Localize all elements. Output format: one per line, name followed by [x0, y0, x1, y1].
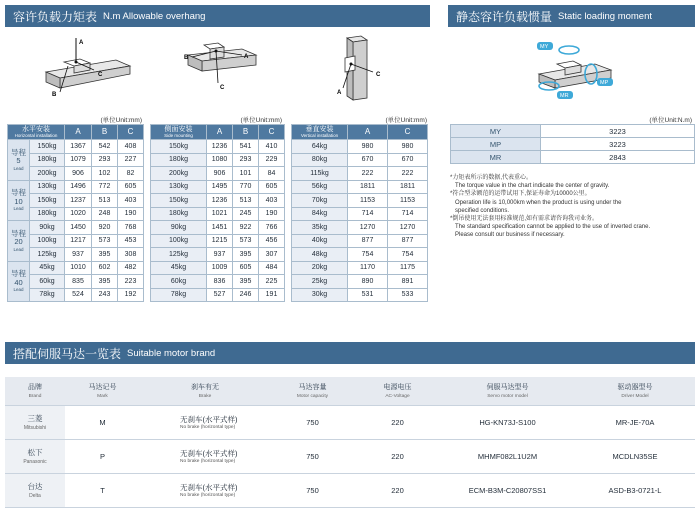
header-en: Servo motor model — [487, 394, 528, 400]
load-cell: 115kg — [292, 167, 348, 181]
load-cell: 150kg — [30, 140, 65, 154]
moment-row-mr — [451, 151, 695, 164]
header-cn: 品牌 — [28, 384, 42, 392]
lead-en: Lead — [13, 206, 24, 212]
value-cell: 890 — [348, 275, 388, 289]
label-c: C — [220, 85, 225, 91]
table-row — [151, 248, 285, 262]
value-cell: 573 — [92, 234, 118, 248]
value-cell: 836 — [207, 275, 233, 289]
table-row — [292, 180, 428, 194]
value-cell: 243 — [92, 288, 118, 302]
value-cell: 605 — [233, 261, 259, 275]
lead-num: 40 — [14, 277, 23, 287]
label-my: MY — [540, 44, 549, 50]
motor-row — [5, 439, 695, 473]
load-cell: 125kg — [30, 248, 65, 262]
header-cn: 刹车有无 — [191, 384, 219, 392]
header-en: Brake — [198, 394, 212, 400]
value-cell: 980 — [348, 140, 388, 154]
table-row — [151, 261, 285, 275]
value-cell: 293 — [233, 153, 259, 167]
value-cell: 101 — [233, 167, 259, 181]
header-cn: 马达记号 — [88, 384, 117, 392]
table-row — [151, 221, 285, 235]
value-cell: 1175 — [388, 261, 428, 275]
unit-label-horizontal: (单位Unit:mm) — [100, 117, 142, 124]
value-cell: 395 — [92, 275, 118, 289]
value-cell: 1367 — [65, 140, 92, 154]
motor-title-en: Suitable motor brand — [127, 347, 216, 359]
value-cell: 1217 — [65, 234, 92, 248]
voltage-cell: 220 — [355, 439, 440, 473]
side-install-diagram — [180, 35, 265, 95]
value-cell: 1080 — [207, 153, 233, 167]
value-cell: 229 — [259, 153, 285, 167]
value-cell: 1170 — [348, 261, 388, 275]
load-cell: 130kg — [30, 180, 65, 194]
header-cn: 电源电压 — [383, 384, 412, 392]
label-a: A — [337, 90, 342, 96]
value-cell: 922 — [233, 221, 259, 235]
load-cell: 150kg — [151, 194, 207, 208]
value-cell: 513 — [233, 194, 259, 208]
value-cell: 248 — [92, 207, 118, 221]
table-row — [292, 221, 428, 235]
value-cell: 1237 — [65, 194, 92, 208]
load-cell: 100kg — [151, 234, 207, 248]
motor-col-header — [270, 377, 355, 405]
col-header-c: C — [259, 125, 285, 140]
driver-cell: MCDLN35SE — [575, 439, 695, 473]
value-cell: 714 — [388, 207, 428, 221]
value-cell: 84 — [259, 167, 285, 181]
label-a: A — [244, 54, 249, 60]
table-row — [292, 207, 428, 221]
motor-title-cn: 搭配伺服马达一览表 — [13, 346, 122, 361]
value-cell: 714 — [348, 207, 388, 221]
static-title-en: Static loading moment — [558, 10, 653, 22]
value-cell: 937 — [207, 248, 233, 262]
label-c: C — [98, 72, 103, 78]
value-cell: 1495 — [207, 180, 233, 194]
value-cell: 533 — [388, 288, 428, 302]
load-cell: 78kg — [151, 288, 207, 302]
load-cell: 150kg — [30, 194, 65, 208]
header-en: Brand — [28, 394, 42, 400]
header-cn: 伺服马达型号 — [486, 384, 529, 392]
lead-group-label — [8, 140, 30, 181]
table-row — [292, 248, 428, 262]
value-cell: 573 — [233, 234, 259, 248]
value-cell: 754 — [388, 248, 428, 262]
value-cell: 605 — [259, 180, 285, 194]
note-line: The standard specification cannot be applied to the use of inverted crane. — [455, 224, 651, 231]
value-cell: 542 — [92, 140, 118, 154]
voltage-cell: 220 — [355, 405, 440, 439]
note-line: specified conditions. — [455, 207, 510, 214]
table-row — [292, 288, 428, 302]
brand-cn: 三菱 — [27, 414, 43, 423]
value-cell: 877 — [348, 234, 388, 248]
value-cell: 1021 — [207, 207, 233, 221]
unit-label-side: (单位Unit:mm) — [240, 117, 282, 124]
load-cell: 90kg — [151, 221, 207, 235]
brake-cn: 无刹车(水平式样) — [180, 415, 238, 424]
load-cell: 25kg — [292, 275, 348, 289]
vertical-table-title: 垂直安装 Vertical installation — [292, 125, 348, 140]
label-a: A — [79, 40, 84, 46]
value-cell: 102 — [92, 167, 118, 181]
value-cell: 227 — [118, 153, 144, 167]
header-en: Mark — [97, 394, 108, 400]
static-moment-diagram — [535, 34, 620, 99]
table-row — [151, 234, 285, 248]
table-row — [292, 167, 428, 181]
motor-table — [5, 377, 695, 508]
col-header-a: A — [348, 125, 388, 140]
lead-group-label — [8, 221, 30, 262]
voltage-cell: 220 — [355, 473, 440, 507]
value-cell: 403 — [259, 194, 285, 208]
value-cell: 245 — [233, 207, 259, 221]
lead-en: Lead — [13, 246, 24, 252]
capacity-cell: 750 — [270, 473, 355, 507]
value-cell: 225 — [259, 275, 285, 289]
lead-cn: 导程 — [11, 188, 26, 198]
value-cell: 772 — [92, 180, 118, 194]
motor-brand-header — [5, 342, 695, 364]
value-cell: 670 — [388, 153, 428, 167]
load-cell: 180kg — [151, 207, 207, 221]
value-cell: 403 — [118, 194, 144, 208]
motor-col-header — [355, 377, 440, 405]
value-cell: 1009 — [207, 261, 233, 275]
mark-cell: M — [65, 405, 140, 439]
value-cell: 527 — [207, 288, 233, 302]
table-row — [151, 140, 285, 154]
moment-label: MR — [451, 151, 541, 164]
value-cell: 1270 — [388, 221, 428, 235]
table-row — [292, 234, 428, 248]
value-cell: 906 — [207, 167, 233, 181]
value-cell: 307 — [259, 248, 285, 262]
load-cell: 100kg — [30, 234, 65, 248]
moment-value: 3223 — [541, 138, 695, 151]
load-cell: 180kg — [151, 153, 207, 167]
value-cell: 408 — [118, 140, 144, 154]
lead-num: 5 — [16, 156, 21, 166]
moment-label: MP — [451, 138, 541, 151]
value-cell: 222 — [348, 167, 388, 181]
load-cell: 80kg — [292, 153, 348, 167]
load-cell: 48kg — [292, 248, 348, 262]
label-mp: MP — [600, 80, 609, 86]
load-cell: 150kg — [151, 140, 207, 154]
value-cell: 531 — [348, 288, 388, 302]
brand-cn: 松下 — [27, 448, 43, 457]
servo-cell: HG-KN73J-S100 — [440, 405, 575, 439]
table-row — [151, 180, 285, 194]
table-row — [292, 140, 428, 154]
value-cell: 602 — [92, 261, 118, 275]
value-cell: 937 — [65, 248, 92, 262]
value-cell: 1236 — [207, 194, 233, 208]
brake-en: No brake (horizontal type) — [180, 459, 236, 464]
note-line: *符合型录额范的运带试用下,保证寿命为10000公里。 — [450, 191, 591, 198]
lead-group-label — [8, 261, 30, 302]
brand-en: Panasonic — [23, 459, 47, 465]
brake-cell — [140, 439, 270, 473]
brand-cell — [5, 405, 65, 439]
lead-cn: 导程 — [11, 269, 26, 279]
static-moment-header — [448, 5, 695, 27]
col-header-c: C — [118, 125, 144, 140]
value-cell: 891 — [388, 275, 428, 289]
motor-row — [5, 473, 695, 507]
vertical-install-diagram — [325, 32, 395, 104]
value-cell: 906 — [65, 167, 92, 181]
load-cell: 70kg — [292, 194, 348, 208]
brake-cn: 无刹车(水平式样) — [180, 449, 238, 458]
load-cell: 45kg — [30, 261, 65, 275]
value-cell: 482 — [118, 261, 144, 275]
label-b: B — [52, 92, 57, 98]
value-cell: 190 — [118, 207, 144, 221]
table-row — [151, 194, 285, 208]
label-c: C — [376, 72, 381, 78]
value-cell: 1153 — [348, 194, 388, 208]
value-cell: 1153 — [388, 194, 428, 208]
brand-cell — [5, 473, 65, 507]
value-cell: 766 — [259, 221, 285, 235]
brand-en: Mitsubishi — [23, 425, 47, 431]
header-en: Motor capacity — [296, 394, 329, 400]
value-cell: 835 — [65, 275, 92, 289]
moment-row-mp — [451, 138, 695, 151]
load-cell: 130kg — [151, 180, 207, 194]
table-row — [8, 180, 144, 194]
value-cell: 524 — [65, 288, 92, 302]
value-cell: 190 — [259, 207, 285, 221]
lead-en: Lead — [13, 165, 24, 171]
load-cell: 60kg — [30, 275, 65, 289]
col-header-c: C — [388, 125, 428, 140]
value-cell: 191 — [259, 288, 285, 302]
capacity-cell: 750 — [270, 405, 355, 439]
mark-cell: T — [65, 473, 140, 507]
lead-num: 20 — [14, 237, 23, 247]
motor-col-header — [440, 377, 575, 405]
mark-cell: P — [65, 439, 140, 473]
load-cell: 200kg — [30, 167, 65, 181]
col-header-b: B — [233, 125, 259, 140]
lead-group-label — [8, 180, 30, 221]
brake-cell — [140, 405, 270, 439]
load-cell: 180kg — [30, 207, 65, 221]
value-cell: 1020 — [65, 207, 92, 221]
horizontal-install-table — [7, 124, 144, 302]
moment-label: MY — [451, 125, 541, 138]
table-row — [151, 288, 285, 302]
brake-cn: 无刹车(水平式样) — [180, 483, 238, 492]
value-cell: 246 — [233, 288, 259, 302]
unit-label-vertical: (单位Unit:mm) — [385, 117, 427, 124]
lead-en: Lead — [13, 287, 24, 293]
driver-cell: ASD-B3-0721-L — [575, 473, 695, 507]
header-cn: 驱动器型号 — [617, 384, 653, 392]
value-cell: 192 — [118, 288, 144, 302]
static-moment-table — [450, 124, 695, 164]
table-row — [292, 275, 428, 289]
allowable-title-en: N.m Allowable overhang — [103, 10, 206, 22]
table-row — [151, 207, 285, 221]
load-cell: 45kg — [151, 261, 207, 275]
motor-col-header — [65, 377, 140, 405]
table-row — [292, 153, 428, 167]
motor-col-header — [575, 377, 695, 405]
value-cell: 980 — [388, 140, 428, 154]
note-line: *倒吊使用无法套用标准规范,如有需求请咨询我司业务。 — [450, 216, 599, 223]
load-cell: 90kg — [30, 221, 65, 235]
note-line: Operation life is 10,000km when the product is using under the — [455, 199, 622, 206]
load-cell: 64kg — [292, 140, 348, 154]
note-line: *力矩表所示的数据,代表重心。 — [450, 175, 533, 181]
note-line: The torque value in the chart indicate the center of gravity. — [455, 183, 610, 190]
motor-col-header — [5, 377, 65, 405]
lead-num: 10 — [14, 196, 23, 206]
load-cell: 35kg — [292, 221, 348, 235]
col-header-a: A — [207, 125, 233, 140]
value-cell: 453 — [118, 234, 144, 248]
brand-en: Delta — [29, 493, 41, 499]
load-cell: 200kg — [151, 167, 207, 181]
value-cell: 770 — [233, 180, 259, 194]
value-cell: 410 — [259, 140, 285, 154]
label-mr: MR — [560, 93, 569, 99]
load-cell: 20kg — [292, 261, 348, 275]
horizontal-install-diagram — [38, 30, 138, 102]
load-cell: 78kg — [30, 288, 65, 302]
value-cell: 768 — [118, 221, 144, 235]
allowable-title-cn: 容许负载力矩表 — [13, 9, 98, 24]
static-moment-notes — [450, 174, 695, 240]
value-cell: 1236 — [207, 140, 233, 154]
value-cell: 1079 — [65, 153, 92, 167]
moment-row-my — [451, 125, 695, 138]
value-cell: 1450 — [65, 221, 92, 235]
side-table-title: 侧面安装 Side mounting — [151, 125, 207, 140]
value-cell: 1451 — [207, 221, 233, 235]
value-cell: 1811 — [348, 180, 388, 194]
load-cell: 180kg — [30, 153, 65, 167]
value-cell: 395 — [92, 248, 118, 262]
servo-cell: MHMF082L1U2M — [440, 439, 575, 473]
table-row — [151, 153, 285, 167]
col-header-a: A — [65, 125, 92, 140]
capacity-cell: 750 — [270, 439, 355, 473]
load-cell: 30kg — [292, 288, 348, 302]
side-install-table — [150, 124, 285, 302]
value-cell: 513 — [92, 194, 118, 208]
note-line: Please consult our business if necessary. — [455, 232, 565, 239]
header-en: AC-Voltage — [385, 394, 410, 400]
value-cell: 293 — [92, 153, 118, 167]
allowable-overhang-header — [5, 5, 430, 27]
col-header-b: B — [92, 125, 118, 140]
horizontal-table-title: 水平安装 Horizontal installation — [8, 125, 65, 140]
table-row — [151, 167, 285, 181]
brake-en: No brake (horizontal type) — [180, 425, 236, 430]
servo-cell: ECM-B3M-C20807SS1 — [440, 473, 575, 507]
value-cell: 1010 — [65, 261, 92, 275]
value-cell: 222 — [388, 167, 428, 181]
value-cell: 1496 — [65, 180, 92, 194]
value-cell: 395 — [233, 275, 259, 289]
header-en: Driver Model — [621, 394, 649, 400]
lead-cn: 导程 — [11, 147, 26, 157]
value-cell: 1270 — [348, 221, 388, 235]
table-row — [292, 261, 428, 275]
value-cell: 484 — [259, 261, 285, 275]
label-b: B — [184, 55, 189, 61]
value-cell: 82 — [118, 167, 144, 181]
value-cell: 456 — [259, 234, 285, 248]
table-row — [8, 221, 144, 235]
brand-cell — [5, 439, 65, 473]
header-cn: 马达容量 — [298, 384, 327, 392]
value-cell: 754 — [348, 248, 388, 262]
value-cell: 920 — [92, 221, 118, 235]
value-cell: 605 — [118, 180, 144, 194]
motor-col-header — [140, 377, 270, 405]
value-cell: 308 — [118, 248, 144, 262]
moment-value: 3223 — [541, 125, 695, 138]
value-cell: 670 — [348, 153, 388, 167]
driver-cell: MR-JE-70A — [575, 405, 695, 439]
value-cell: 395 — [233, 248, 259, 262]
vertical-install-table — [291, 124, 428, 302]
table-row — [8, 261, 144, 275]
brake-en: No brake (horizontal type) — [180, 493, 236, 498]
load-cell: 84kg — [292, 207, 348, 221]
load-cell: 56kg — [292, 180, 348, 194]
value-cell: 223 — [118, 275, 144, 289]
unit-label-static: (单位Unit:N.m) — [649, 117, 692, 124]
value-cell: 877 — [388, 234, 428, 248]
load-cell: 60kg — [151, 275, 207, 289]
lead-cn: 导程 — [11, 228, 26, 238]
table-row — [151, 275, 285, 289]
load-cell: 125kg — [151, 248, 207, 262]
value-cell: 1811 — [388, 180, 428, 194]
static-title-cn: 静态容许负载惯量 — [456, 9, 553, 24]
table-row — [8, 140, 144, 154]
value-cell: 1215 — [207, 234, 233, 248]
brake-cell — [140, 473, 270, 507]
brand-cn: 台达 — [27, 482, 43, 491]
table-row — [292, 194, 428, 208]
value-cell: 541 — [233, 140, 259, 154]
moment-value: 2843 — [541, 151, 695, 164]
motor-row — [5, 405, 695, 439]
load-cell: 40kg — [292, 234, 348, 248]
